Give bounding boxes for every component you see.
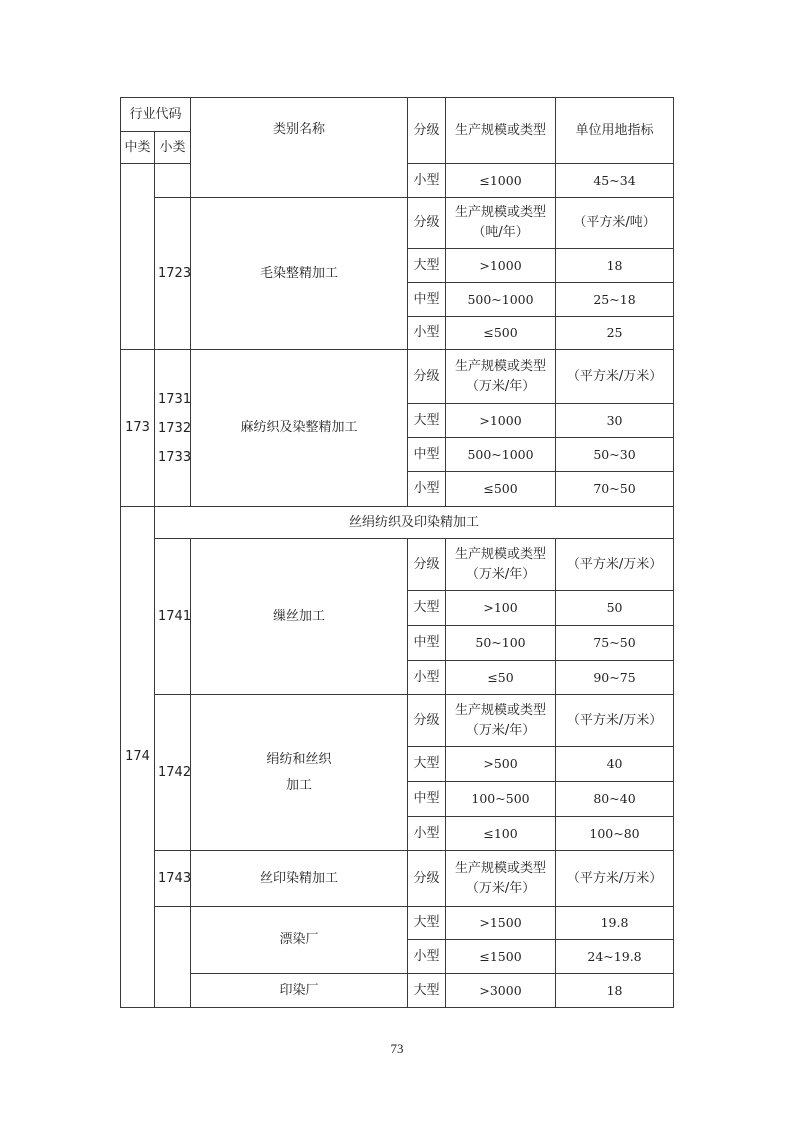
unit-label: （平方米/万米） [556, 695, 674, 747]
value-cell: 40 [556, 747, 674, 782]
value-cell: 18 [556, 974, 674, 1008]
scale-label [446, 198, 556, 249]
sub-class-cell-empty [155, 907, 191, 1008]
scale-unit: （万米/年） [465, 378, 536, 394]
scale-cell: >500 [446, 747, 556, 782]
scale-cell: 500~1000 [446, 283, 556, 317]
grade-cell: 中型 [408, 626, 446, 661]
value-cell: 25~18 [556, 283, 674, 317]
scale-label [446, 695, 556, 747]
value-cell: 30 [556, 404, 674, 438]
category-name: 麻纺织及染整精加工 [191, 350, 408, 507]
category-name-line: 加工 [286, 777, 313, 793]
scale-cell: >100 [446, 591, 556, 626]
category-name: 缫丝加工 [191, 539, 408, 695]
mid-class-code: 174 [121, 507, 155, 1008]
grade-cell: 中型 [408, 283, 446, 317]
scale-label-text: 生产规模或类型 [455, 205, 547, 220]
scale-label-text: 生产规模或类型 [455, 546, 547, 562]
scale-cell: 500~1000 [446, 438, 556, 472]
sub-class-code: 1731 [158, 391, 192, 407]
value-cell: 50 [556, 591, 674, 626]
grade-cell: 小型 [408, 472, 446, 507]
scale-unit: （万米/年） [465, 722, 536, 738]
sub-class-code: 1733 [158, 449, 192, 465]
grade-label: 分级 [408, 350, 446, 404]
scale-cell: ≤500 [446, 317, 556, 350]
value-cell: 100~80 [556, 817, 674, 851]
value-cell: 90~75 [556, 661, 674, 695]
grade-label: 分级 [408, 851, 446, 907]
land-use-indicator-table [120, 97, 674, 1008]
scale-cell: ≤50 [446, 661, 556, 695]
scale-cell: ≤1500 [446, 940, 556, 974]
grade-label: 分级 [408, 539, 446, 591]
scale-label-text: 生产规模或类型 [455, 358, 547, 374]
scale-cell: 50~100 [446, 626, 556, 661]
scale-label [446, 851, 556, 907]
category-name [191, 695, 408, 851]
unit-label: （平方米/万米） [556, 539, 674, 591]
header-grade: 分级 [408, 98, 446, 164]
scale-label [446, 350, 556, 404]
mid-class-cell-empty [121, 164, 155, 350]
grade-cell: 大型 [408, 974, 446, 1008]
grade-cell: 大型 [408, 747, 446, 782]
value-cell: 80~40 [556, 782, 674, 817]
header-mid-class: 中类 [121, 132, 155, 164]
value-cell: 19.8 [556, 907, 674, 940]
category-name: 漂染厂 [191, 907, 408, 974]
scale-label [446, 539, 556, 591]
value-cell: 75~50 [556, 626, 674, 661]
scale-cell: >1500 [446, 907, 556, 940]
header-sub-class: 小类 [155, 132, 191, 164]
grade-cell: 中型 [408, 782, 446, 817]
category-name: 丝印染精加工 [191, 851, 408, 907]
grade-cell: 小型 [408, 661, 446, 695]
grade-cell: 小型 [408, 317, 446, 350]
grade-cell: 大型 [408, 591, 446, 626]
grade-cell: 大型 [408, 249, 446, 283]
header-scale: 生产规模或类型 [446, 98, 556, 164]
grade-cell: 大型 [408, 907, 446, 940]
scale-label-text: 生产规模或类型 [455, 702, 547, 718]
value-cell: 25 [556, 317, 674, 350]
value-cell: 70~50 [556, 472, 674, 507]
header-industry-code: 行业代码 [121, 98, 191, 132]
header-indicator: 单位用地指标 [556, 98, 674, 164]
scale-cell: ≤100 [446, 817, 556, 851]
unit-label: （平方米/万米） [556, 350, 674, 404]
unit-label: （平方米/万米） [556, 851, 674, 907]
page-number: 73 [390, 1041, 404, 1056]
sub-class-codes [155, 350, 191, 507]
sub-class-cell-empty [155, 164, 191, 198]
category-name: 毛染整精加工 [191, 198, 408, 350]
scale-cell: >1000 [446, 404, 556, 438]
scale-unit: （万米/年） [465, 566, 536, 582]
scale-cell: 100~500 [446, 782, 556, 817]
mid-class-code: 173 [121, 350, 155, 507]
scale-unit: （吨/年） [472, 225, 529, 240]
sub-class-code: 1742 [155, 695, 191, 851]
value-cell: 45~34 [556, 164, 674, 198]
grade-cell: 小型 [408, 817, 446, 851]
scale-cell: ≤1000 [446, 164, 556, 198]
sub-class-code: 1723 [155, 198, 191, 350]
scale-cell: >3000 [446, 974, 556, 1008]
scale-unit: （万米/年） [465, 880, 536, 896]
scale-cell: >1000 [446, 249, 556, 283]
grade-cell: 大型 [408, 404, 446, 438]
scale-cell: ≤500 [446, 472, 556, 507]
grade-cell: 小型 [408, 164, 446, 198]
grade-cell: 中型 [408, 438, 446, 472]
sub-class-code: 1741 [155, 539, 191, 695]
sub-class-code: 1732 [158, 420, 192, 436]
grade-cell: 小型 [408, 940, 446, 974]
grade-label: 分级 [408, 198, 446, 249]
value-cell: 24~19.8 [556, 940, 674, 974]
grade-label: 分级 [408, 695, 446, 747]
category-name: 印染厂 [191, 974, 408, 1008]
header-category-name: 类别名称 [191, 98, 408, 198]
unit-label: （平方米/吨） [556, 198, 674, 249]
value-cell: 50~30 [556, 438, 674, 472]
group-title: 丝绢纺织及印染精加工 [155, 507, 674, 539]
category-name-line: 绢纺和丝织 [266, 751, 332, 767]
value-cell: 18 [556, 249, 674, 283]
sub-class-code: 1743 [155, 851, 191, 907]
scale-label-text: 生产规模或类型 [455, 860, 547, 876]
